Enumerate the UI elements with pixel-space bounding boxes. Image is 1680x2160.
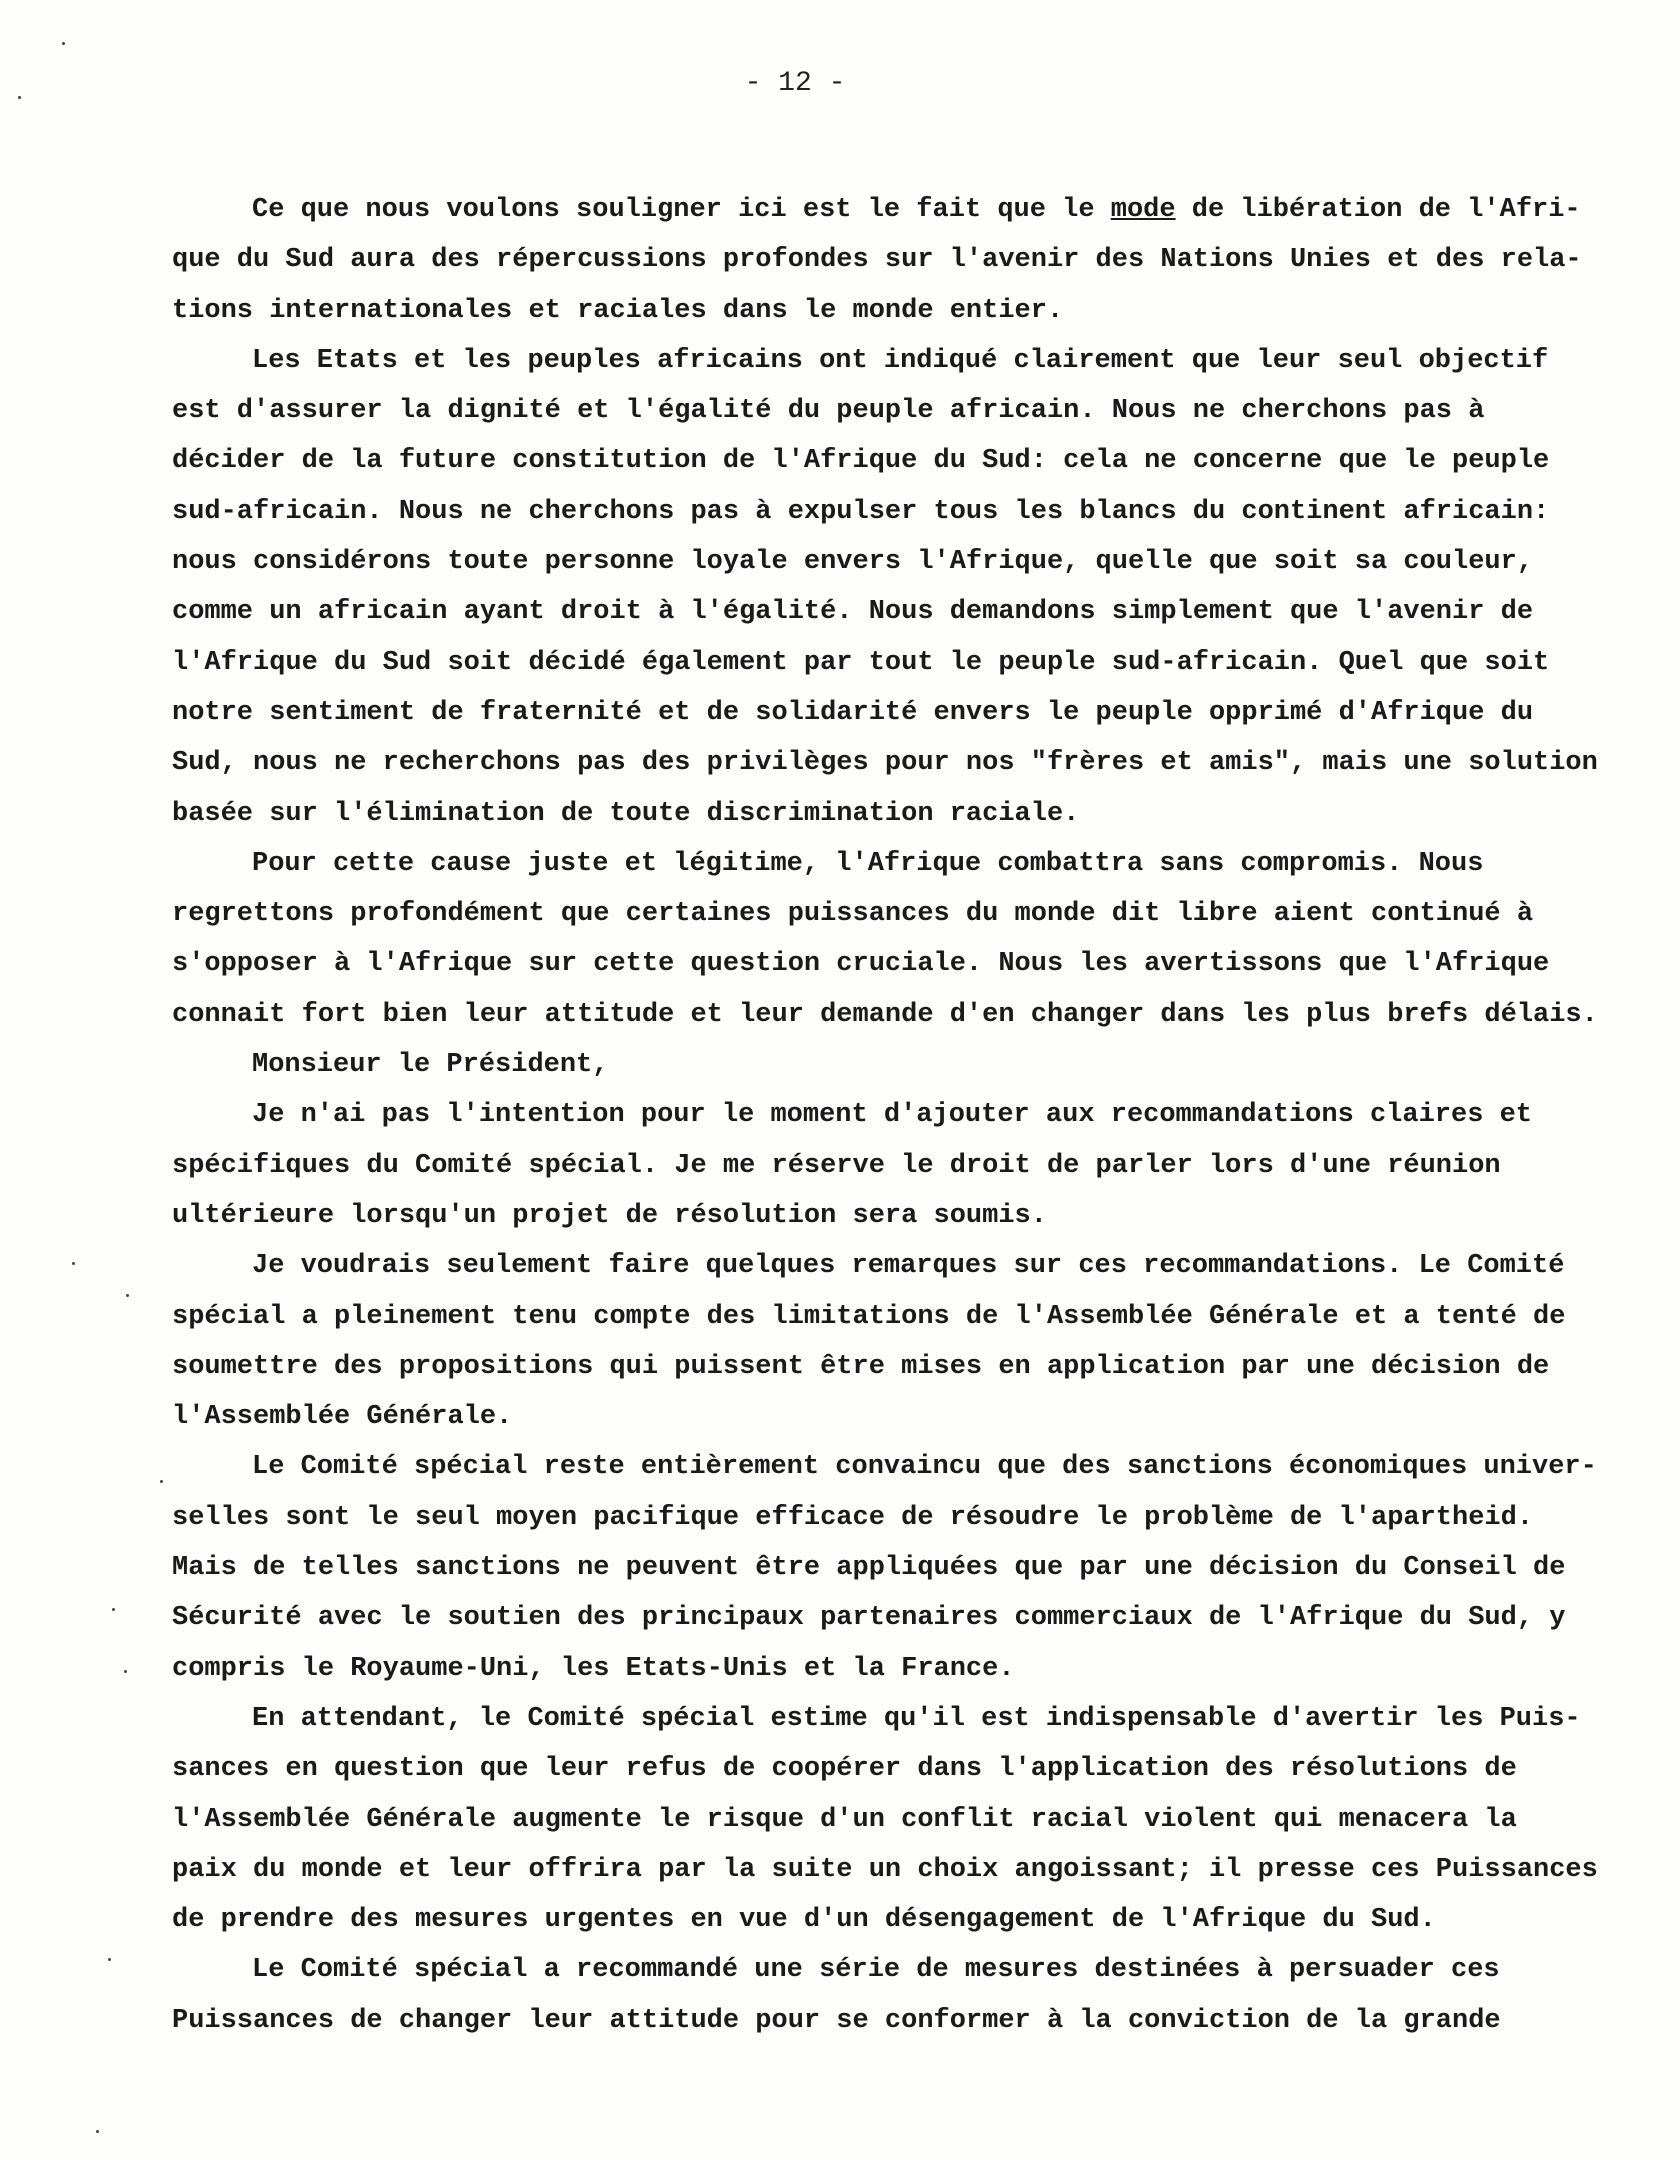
scan-speck: [72, 1262, 75, 1265]
paragraph-line: Mais de telles sanctions ne peuvent être appliquées que par une décision du Conseil de: [172, 1553, 1566, 1584]
scan-speck: [124, 1670, 127, 1673]
paragraph-line: s'opposer à l'Afrique sur cette question cruciale. Nous les avertissons que l'Afrique: [172, 949, 1550, 980]
paragraph-line: comme un africain ayant droit à l'égalité. Nous demandons simplement que l'avenir de: [172, 597, 1534, 628]
paragraph-first-line: Je voudrais seulement faire quelques remarques sur ces recommandations. Le Comité: [252, 1251, 1565, 1282]
paragraph-line: nous considérons toute personne loyale envers l'Afrique, quelle que soit sa couleur,: [172, 547, 1534, 578]
paragraph-first-line: Le Comité spécial reste entièrement convaincu que des sanctions économiques univer-: [252, 1452, 1597, 1483]
paragraph-line: décider de la future constitution de l'Afrique du Sud: cela ne concerne que le peuple: [172, 446, 1550, 477]
paragraph-line: que du Sud aura des répercussions profondes sur l'avenir des Nations Unies et des rela-: [172, 245, 1582, 276]
paragraph-first-line: En attendant, le Comité spécial estime qu'il est indispensable d'avertir les Puis-: [252, 1703, 1581, 1734]
scan-speck: [62, 42, 65, 45]
paragraph-line: Sud, nous ne recherchons pas des privilèges pour nos "frères et amis", mais une solution: [172, 748, 1598, 779]
line-text: Ce que nous voulons souligner ici est le fait que le: [252, 195, 1111, 225]
paragraph-first-line: Pour cette cause juste et légitime, l'Afrique combattra sans compromis. Nous: [252, 848, 1484, 879]
paragraph-line: basée sur l'élimination de toute discrimination raciale.: [172, 798, 1080, 829]
paragraph-line: l'Afrique du Sud soit décidé également par tout le peuple sud-africain. Quel que soit: [172, 647, 1550, 678]
paragraph-line: est d'assurer la dignité et l'égalité du peuple africain. Nous ne cherchons pas à: [172, 396, 1485, 427]
paragraph-first-line: Le Comité spécial a recommandé une série de mesures destinées à persuader ces: [252, 1955, 1500, 1986]
paragraph-line: compris le Royaume-Uni, les Etats-Unis et la France.: [172, 1653, 1015, 1684]
scan-speck: [108, 1958, 111, 1961]
scan-speck: [96, 2130, 99, 2133]
paragraph-line: spécial a pleinement tenu compte des limitations de l'Assemblée Générale et a tenté de: [172, 1301, 1566, 1332]
document-body: [172, 185, 1652, 2046]
line-text-rest: de libération de l'Afri-: [1175, 195, 1581, 225]
scan-speck: [18, 96, 21, 99]
paragraph-line: tions internationales et raciales dans le monde entier.: [172, 295, 1064, 326]
paragraph-line: sud-africain. Nous ne cherchons pas à expulser tous les blancs du continent africain:: [172, 496, 1550, 527]
paragraph-line: regrettons profondément que certaines puissances du monde dit libre aient continué à: [172, 899, 1534, 930]
paragraph-line: connait fort bien leur attitude et leur demande d'en changer dans les plus brefs délais.: [172, 999, 1598, 1030]
paragraph-line: sances en question que leur refus de coopérer dans l'application des résolutions de: [172, 1754, 1517, 1785]
paragraph-line: ultérieure lorsqu'un projet de résolution sera soumis.: [172, 1200, 1047, 1231]
paragraph-line: Sécurité avec le soutien des principaux partenaires commerciaux de l'Afrique du Sud, y: [172, 1603, 1566, 1634]
paragraph-line: spécifiques du Comité spécial. Je me réserve le droit de parler lors d'une réunion: [172, 1150, 1501, 1181]
paragraph-first-line: [172, 185, 1652, 235]
scan-speck: [112, 1608, 115, 1611]
paragraph-line: l'Assemblée Générale augmente le risque d'un conflit racial violent qui menacera la: [172, 1804, 1517, 1835]
scan-speck: [126, 1294, 129, 1297]
paragraph-first-line: Je n'ai pas l'intention pour le moment d'ajouter aux recommandations claires et: [252, 1100, 1533, 1131]
paragraph-line: notre sentiment de fraternité et de solidarité envers le peuple opprimé d'Afrique du: [172, 697, 1534, 728]
scan-speck: [160, 1480, 163, 1483]
paragraph-line: soumettre des propositions qui puissent être mises en application par une décision de: [172, 1351, 1550, 1382]
paragraph-line: Puissances de changer leur attitude pour se conformer à la conviction de la grande: [172, 2005, 1501, 2036]
underlined-word: mode: [1110, 195, 1176, 225]
page-number: - 12 -: [744, 68, 846, 99]
paragraph-line: l'Assemblée Générale.: [172, 1402, 513, 1433]
paragraph-first-line: Les Etats et les peuples africains ont indiqué clairement que leur seul objectif: [252, 345, 1549, 376]
paragraph-line: paix du monde et leur offrira par la suite un choix angoissant; il presse ces Puissances: [172, 1854, 1598, 1885]
paragraph-line: de prendre des mesures urgentes en vue d'un désengagement de l'Afrique du Sud.: [172, 1905, 1436, 1936]
paragraph-line: selles sont le seul moyen pacifique efficace de résoudre le problème de l'apartheid.: [172, 1502, 1534, 1533]
paragraph-first-line: Monsieur le Président,: [252, 1050, 609, 1081]
